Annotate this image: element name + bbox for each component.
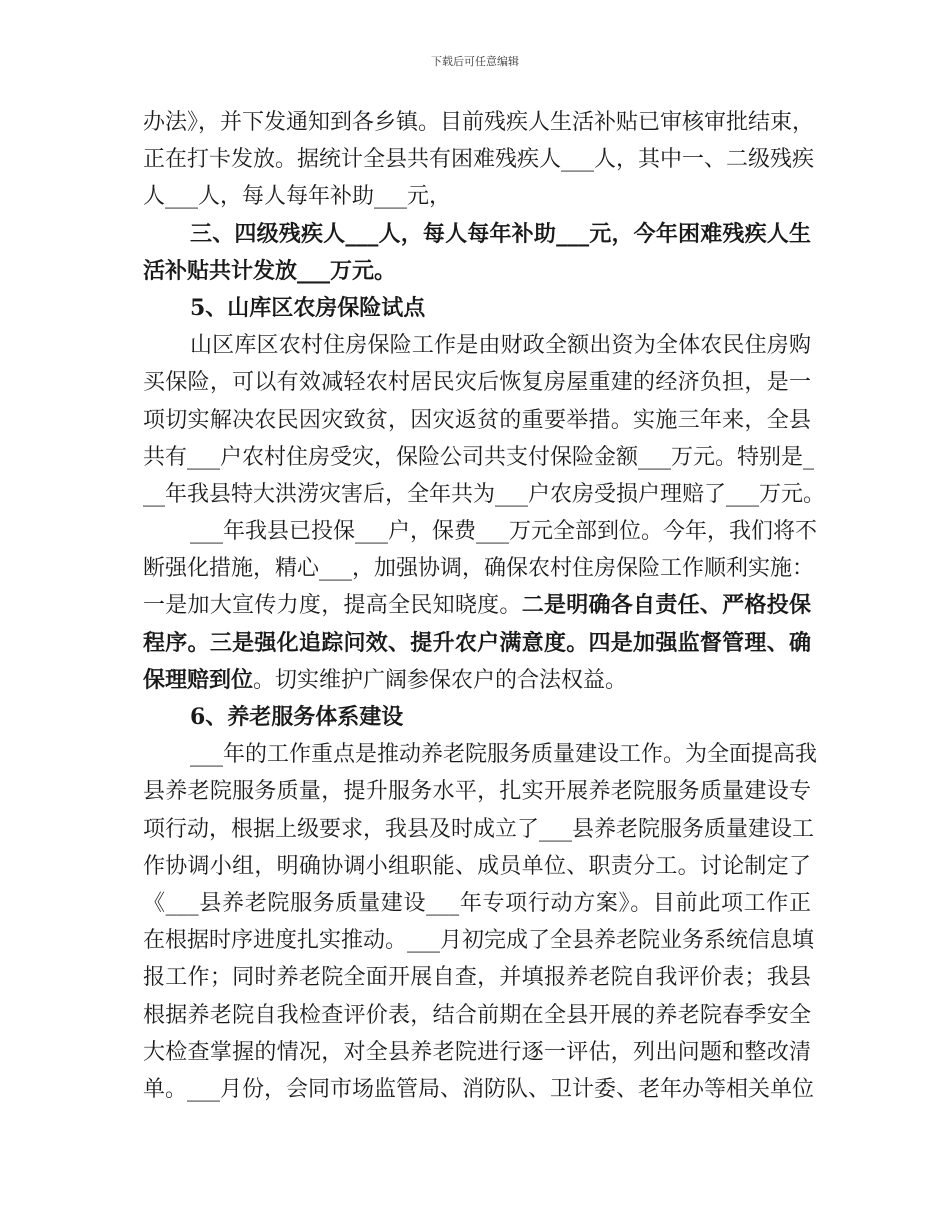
text-line bbox=[143, 997, 811, 1034]
text-run: __年我县特大洪涝灾害后，全年共为___户农房受损户理赔了___万元。 bbox=[143, 481, 826, 507]
text-line bbox=[143, 848, 811, 885]
bold-text-run: 保理赔到位 bbox=[143, 666, 254, 693]
text-line bbox=[143, 885, 811, 922]
text-line bbox=[143, 178, 811, 215]
text-run: 断强化措施，精心___，加强协调，确保农村住房保险工作顺利实施： bbox=[143, 556, 815, 582]
text-run: 项切实解决农民因灾致贫，因灾返贫的重要举措。实施三年来，全县 bbox=[143, 407, 811, 433]
text-line bbox=[143, 959, 811, 996]
text-run: 买保险，可以有效减轻农村居民灾后恢复房屋重建的经济负担，是一 bbox=[143, 370, 811, 396]
bold-text-run: 6、养老服务体系建设 bbox=[190, 704, 404, 730]
text-line bbox=[143, 104, 815, 141]
text-run: 项行动，根据上级要求，我县及时成立了___县养老院服务质量建设工 bbox=[143, 816, 815, 842]
text-run: 根据养老院自我检查评价表，结合前期在全县开展的养老院春季安全 bbox=[143, 1002, 811, 1028]
text-line bbox=[143, 402, 811, 439]
text-line bbox=[143, 587, 811, 624]
text-run: ___年的工作重点是推动养老院服务质量建设工作。为全面提高我 bbox=[190, 742, 818, 768]
text-run: ___年我县已投保___户，保费___万元全部到位。今年，我们将不 bbox=[190, 519, 818, 545]
bold-text-run: 二是明确各自责任、严格投保 bbox=[521, 592, 811, 619]
text-line bbox=[143, 550, 815, 587]
text-run: 正在打卡发放。据统计全县共有困难残疾人___人，其中一、二级残疾 bbox=[143, 147, 815, 173]
text-run: 山区库区农村住房保险工作是由财政全额出资为全体农民住房购 bbox=[190, 333, 811, 359]
text-run: 报工作；同时养老院全面开展自查，并填报养老院自我评价表；我县 bbox=[143, 965, 811, 991]
text-run: 人___人，每人每年补助___元， bbox=[143, 184, 452, 210]
bold-text-run: 活补贴共计发放___万元。 bbox=[143, 257, 397, 284]
text-line bbox=[143, 1071, 815, 1108]
text-run: 办法》，并下发通知到各乡镇。目前残疾人生活补贴已审核审批结束， bbox=[143, 110, 815, 135]
page-header: 下载后可任意编辑 bbox=[431, 55, 519, 68]
text-run: 作协调小组，明确协调小组职能、成员单位、职责分工。讨论制定了 bbox=[143, 853, 811, 879]
text-line bbox=[143, 216, 811, 253]
text-run: 共有___户农村住房受灾，保险公司共支付保险金额___万元。特别是_ bbox=[143, 444, 815, 470]
text-line bbox=[143, 476, 826, 513]
text-line bbox=[143, 439, 815, 476]
bold-text-run: 三、四级残疾人___人，每人每年补助___元，今年困难残疾人生 bbox=[190, 220, 811, 247]
text-run: 大检查掌握的情况，对全县养老院进行逐一评估，列出问题和整改清 bbox=[143, 1039, 811, 1065]
text-run: 单。___月份，会同市场监管局、消防队、卫计委、老年办等相关单位 bbox=[143, 1076, 815, 1102]
text-line bbox=[143, 253, 811, 290]
bold-text-run: 5、山库区农房保险试点 bbox=[190, 294, 426, 321]
text-line bbox=[143, 773, 811, 810]
text-line bbox=[143, 1034, 811, 1071]
text-run: 县养老院服务质量，提升服务水平，扎实开展养老院服务质量建设专 bbox=[143, 779, 811, 805]
text-line bbox=[143, 141, 815, 178]
text-run: 一是加大宣传力度，提高全民知晓度。 bbox=[143, 593, 522, 619]
text-run: 在根据时序进度扎实推动。___月初完成了全县养老院业务系统信息填 bbox=[143, 928, 815, 954]
document-body bbox=[143, 104, 826, 1108]
text-line bbox=[143, 811, 815, 848]
text-line bbox=[143, 625, 811, 662]
text-line bbox=[143, 662, 811, 699]
text-run: 《___县养老院服务质量建设___年专项行动方案》。目前此项工作正 bbox=[143, 890, 811, 916]
text-line bbox=[143, 290, 811, 327]
text-line bbox=[143, 922, 815, 959]
text-line bbox=[143, 364, 811, 401]
text-line bbox=[143, 327, 811, 364]
text-line bbox=[143, 513, 818, 550]
text-line bbox=[143, 736, 818, 773]
text-line bbox=[143, 699, 811, 736]
bold-text-run: 程序。三是强化追踪问效、提升农户满意度。四是加强监督管理、确 bbox=[143, 629, 811, 656]
text-run: 。切实维护广阔参保农户的合法权益。 bbox=[253, 667, 628, 693]
